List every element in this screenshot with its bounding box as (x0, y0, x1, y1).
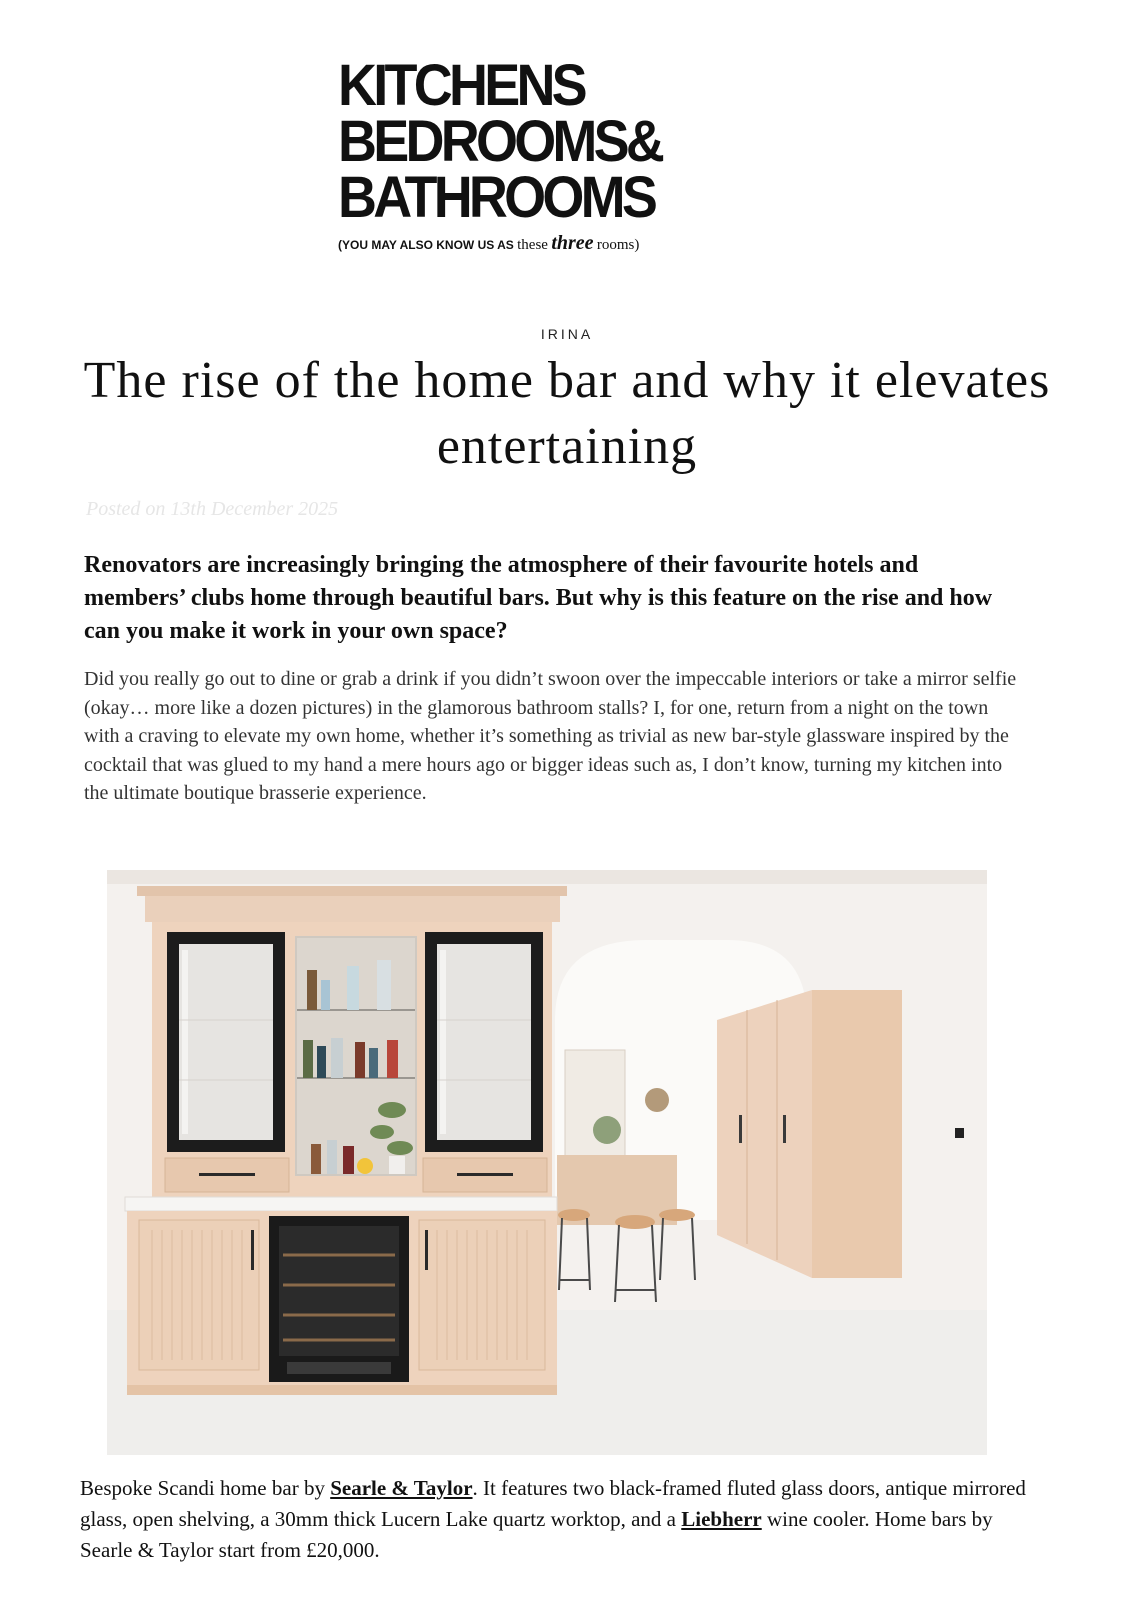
posted-date: Posted on 13th December 2025 (86, 498, 339, 520)
searle-taylor-link[interactable]: Searle & Taylor (330, 1476, 473, 1500)
liebherr-link[interactable]: Liebherr (681, 1507, 762, 1531)
caption-text-3: wine cooler. Home bars by Searle & Taylor start from £20,000. (80, 1507, 993, 1562)
article-title: The rise of the home bar and why it elevates entertaining (83, 352, 1051, 475)
caption-text-2: . It features two black-framed fluted glass doors, antique mirrored glass, open shelving, a 30mm thick Lucern Lake quartz worktop, and a (80, 1476, 1026, 1531)
photo-caption (80, 1473, 1040, 1566)
tagline-rooms: rooms) (596, 237, 640, 253)
tagline-these: these (517, 237, 548, 253)
article-body: Did you really go out to dine or grab a drink if you didn’t swoon over the impeccable interiors or take a mirror selfie (okay… more like a dozen pictures) in the glamorous bathroom stalls? I, for one, return from a night on the town with a craving to elevate my own home, whether it’s something as trivial as new bar-style glassware inspired by the cocktail that was glued to my hand a mere hours ago or bigger ideas such as, I don’t know, turning my kitchen into the ultimate boutique brasserie experience. (84, 668, 1017, 804)
logo-line-bedrooms: BEDROOMS& (338, 109, 662, 174)
article-category[interactable]: IRINA (540, 326, 594, 342)
article-standfirst: Renovators are increasingly bringing the atmosphere of their favourite hotels and members’ clubs home through beautiful bars. But why is this feature on the rise and how can you make it work in your own space? (84, 552, 993, 644)
masthead-logo[interactable] (338, 53, 718, 255)
tagline-three: three (551, 232, 594, 254)
logo-line-kitchens: KITCHENS (338, 53, 584, 118)
logo-tagline (338, 232, 718, 255)
home-bar-photo (107, 870, 987, 1455)
caption-text-1: Bespoke Scandi home bar by (80, 1476, 331, 1500)
tagline-prefix: (YOU MAY ALSO KNOW US AS (338, 238, 514, 252)
logo-line-bathrooms: BATHROOMS (338, 165, 655, 230)
